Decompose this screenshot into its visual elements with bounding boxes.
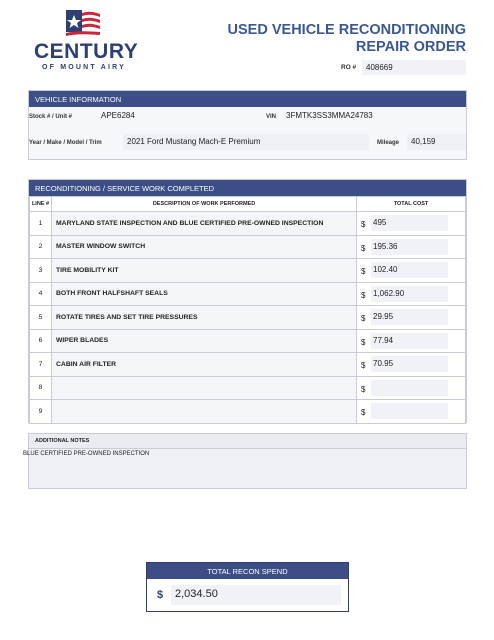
cost-cell: [357, 353, 466, 377]
work-table-header-row: [30, 197, 466, 212]
vin-label: VIN: [266, 114, 277, 120]
ro-number-field[interactable]: 408669: [362, 60, 466, 75]
col-description-header: DESCRIPTION OF WORK PERFORMED: [52, 197, 357, 212]
work-table-row: [30, 376, 466, 400]
line-number-cell: 9: [30, 400, 52, 424]
line-number-cell: 4: [30, 282, 52, 306]
cost-cell: [357, 235, 466, 259]
cost-field[interactable]: 77.94: [371, 333, 448, 349]
description-field[interactable]: CABIN AIR FILTER: [52, 353, 357, 377]
cost-cell: [357, 259, 466, 283]
flag-star-icon: [66, 10, 100, 40]
line-number-cell: 6: [30, 329, 52, 353]
stock-field[interactable]: APE6284: [101, 111, 135, 120]
description-field[interactable]: ROTATE TIRES AND SET TIRE PRESSURES: [52, 306, 357, 330]
stock-label: Stock # / Unit #: [29, 114, 73, 120]
description-field[interactable]: MARYLAND STATE INSPECTION AND BLUE CERTIFIED PRE-OWNED INSPECTION: [52, 212, 357, 236]
cost-cell: [357, 376, 466, 400]
col-cost-header: TOTAL COST: [357, 197, 466, 212]
work-table-row: [30, 353, 466, 377]
title-line-1: USED VEHICLE RECONDITIONING: [227, 22, 466, 38]
cost-cell: [357, 282, 466, 306]
work-table-row: [30, 329, 466, 353]
currency-symbol: $: [361, 384, 366, 394]
vehicle-information-section: [28, 90, 467, 160]
total-currency-symbol: $: [157, 589, 164, 601]
mileage-label: Mileage: [377, 140, 400, 146]
document-title: [228, 22, 466, 56]
cost-cell: [357, 306, 466, 330]
mileage-field[interactable]: 40,159: [407, 134, 466, 150]
logo-subtitle: OF MOUNT AIRY: [41, 64, 127, 71]
line-number-cell: 5: [30, 306, 52, 330]
work-table-row: [30, 306, 466, 330]
additional-notes-text[interactable]: BLUE CERTIFIED PRE-OWNED INSPECTION: [23, 451, 150, 457]
description-field[interactable]: BOTH FRONT HALFSHAFT SEALS: [52, 282, 357, 306]
work-completed-header: RECONDITIONING / SERVICE WORK COMPLETED: [29, 180, 466, 196]
work-table-row: [30, 282, 466, 306]
cost-field[interactable]: [371, 403, 448, 419]
line-number-cell: 7: [30, 353, 52, 377]
currency-symbol: $: [361, 314, 366, 323]
line-number-cell: 3: [30, 259, 52, 283]
dealer-logo: [34, 10, 139, 76]
ro-label: RO #: [341, 64, 357, 71]
year-make-model-field[interactable]: 2021 Ford Mustang Mach-E Premium: [123, 134, 369, 150]
currency-symbol: $: [361, 220, 366, 229]
currency-symbol: $: [361, 267, 366, 276]
total-recon-spend-field[interactable]: 2,034.50: [171, 585, 341, 605]
work-table-row: [30, 212, 466, 236]
year-make-model-label: Year / Make / Model / Trim: [29, 140, 102, 146]
additional-notes-header: ADDITIONAL NOTES: [29, 434, 466, 449]
col-line-header: LINE #: [30, 197, 52, 212]
cost-field[interactable]: 102.40: [371, 262, 448, 278]
cost-field[interactable]: [371, 380, 448, 396]
additional-notes-section: [23, 433, 467, 489]
logo-wordmark: CENTURY: [34, 40, 139, 63]
line-number-cell: 8: [30, 376, 52, 400]
currency-symbol: $: [361, 408, 366, 417]
work-table: [29, 196, 466, 424]
currency-symbol: $: [361, 290, 366, 300]
work-table-row: [30, 400, 466, 424]
currency-symbol: $: [361, 337, 366, 347]
total-recon-spend-box: [146, 562, 349, 612]
currency-symbol: $: [361, 361, 366, 370]
vehicle-information-header: VEHICLE INFORMATION: [29, 91, 466, 107]
work-completed-section: [28, 179, 467, 423]
description-field[interactable]: [52, 376, 357, 400]
line-number-cell: 1: [30, 212, 52, 236]
work-table-row: [30, 259, 466, 283]
cost-field[interactable]: 495: [371, 215, 448, 231]
vin-field[interactable]: 3FMTK3SS3MMA24783: [286, 111, 373, 120]
cost-field[interactable]: 1,062.90: [371, 286, 448, 302]
currency-symbol: $: [361, 243, 366, 253]
cost-field[interactable]: 70.95: [371, 356, 448, 372]
cost-cell: [357, 400, 466, 424]
cost-cell: [357, 329, 466, 353]
line-number-cell: 2: [30, 235, 52, 259]
title-line-2: REPAIR ORDER: [355, 39, 466, 55]
work-table-row: [30, 235, 466, 259]
total-recon-spend-header: TOTAL RECON SPEND: [147, 563, 348, 579]
description-field[interactable]: TIRE MOBILITY KIT: [52, 259, 357, 283]
description-field[interactable]: MASTER WINDOW SWITCH: [52, 235, 357, 259]
cost-field[interactable]: 29.95: [371, 309, 448, 325]
cost-field[interactable]: 195.36: [371, 239, 448, 255]
description-field[interactable]: [52, 400, 357, 424]
cost-cell: [357, 212, 466, 236]
description-field[interactable]: WIPER BLADES: [52, 329, 357, 353]
